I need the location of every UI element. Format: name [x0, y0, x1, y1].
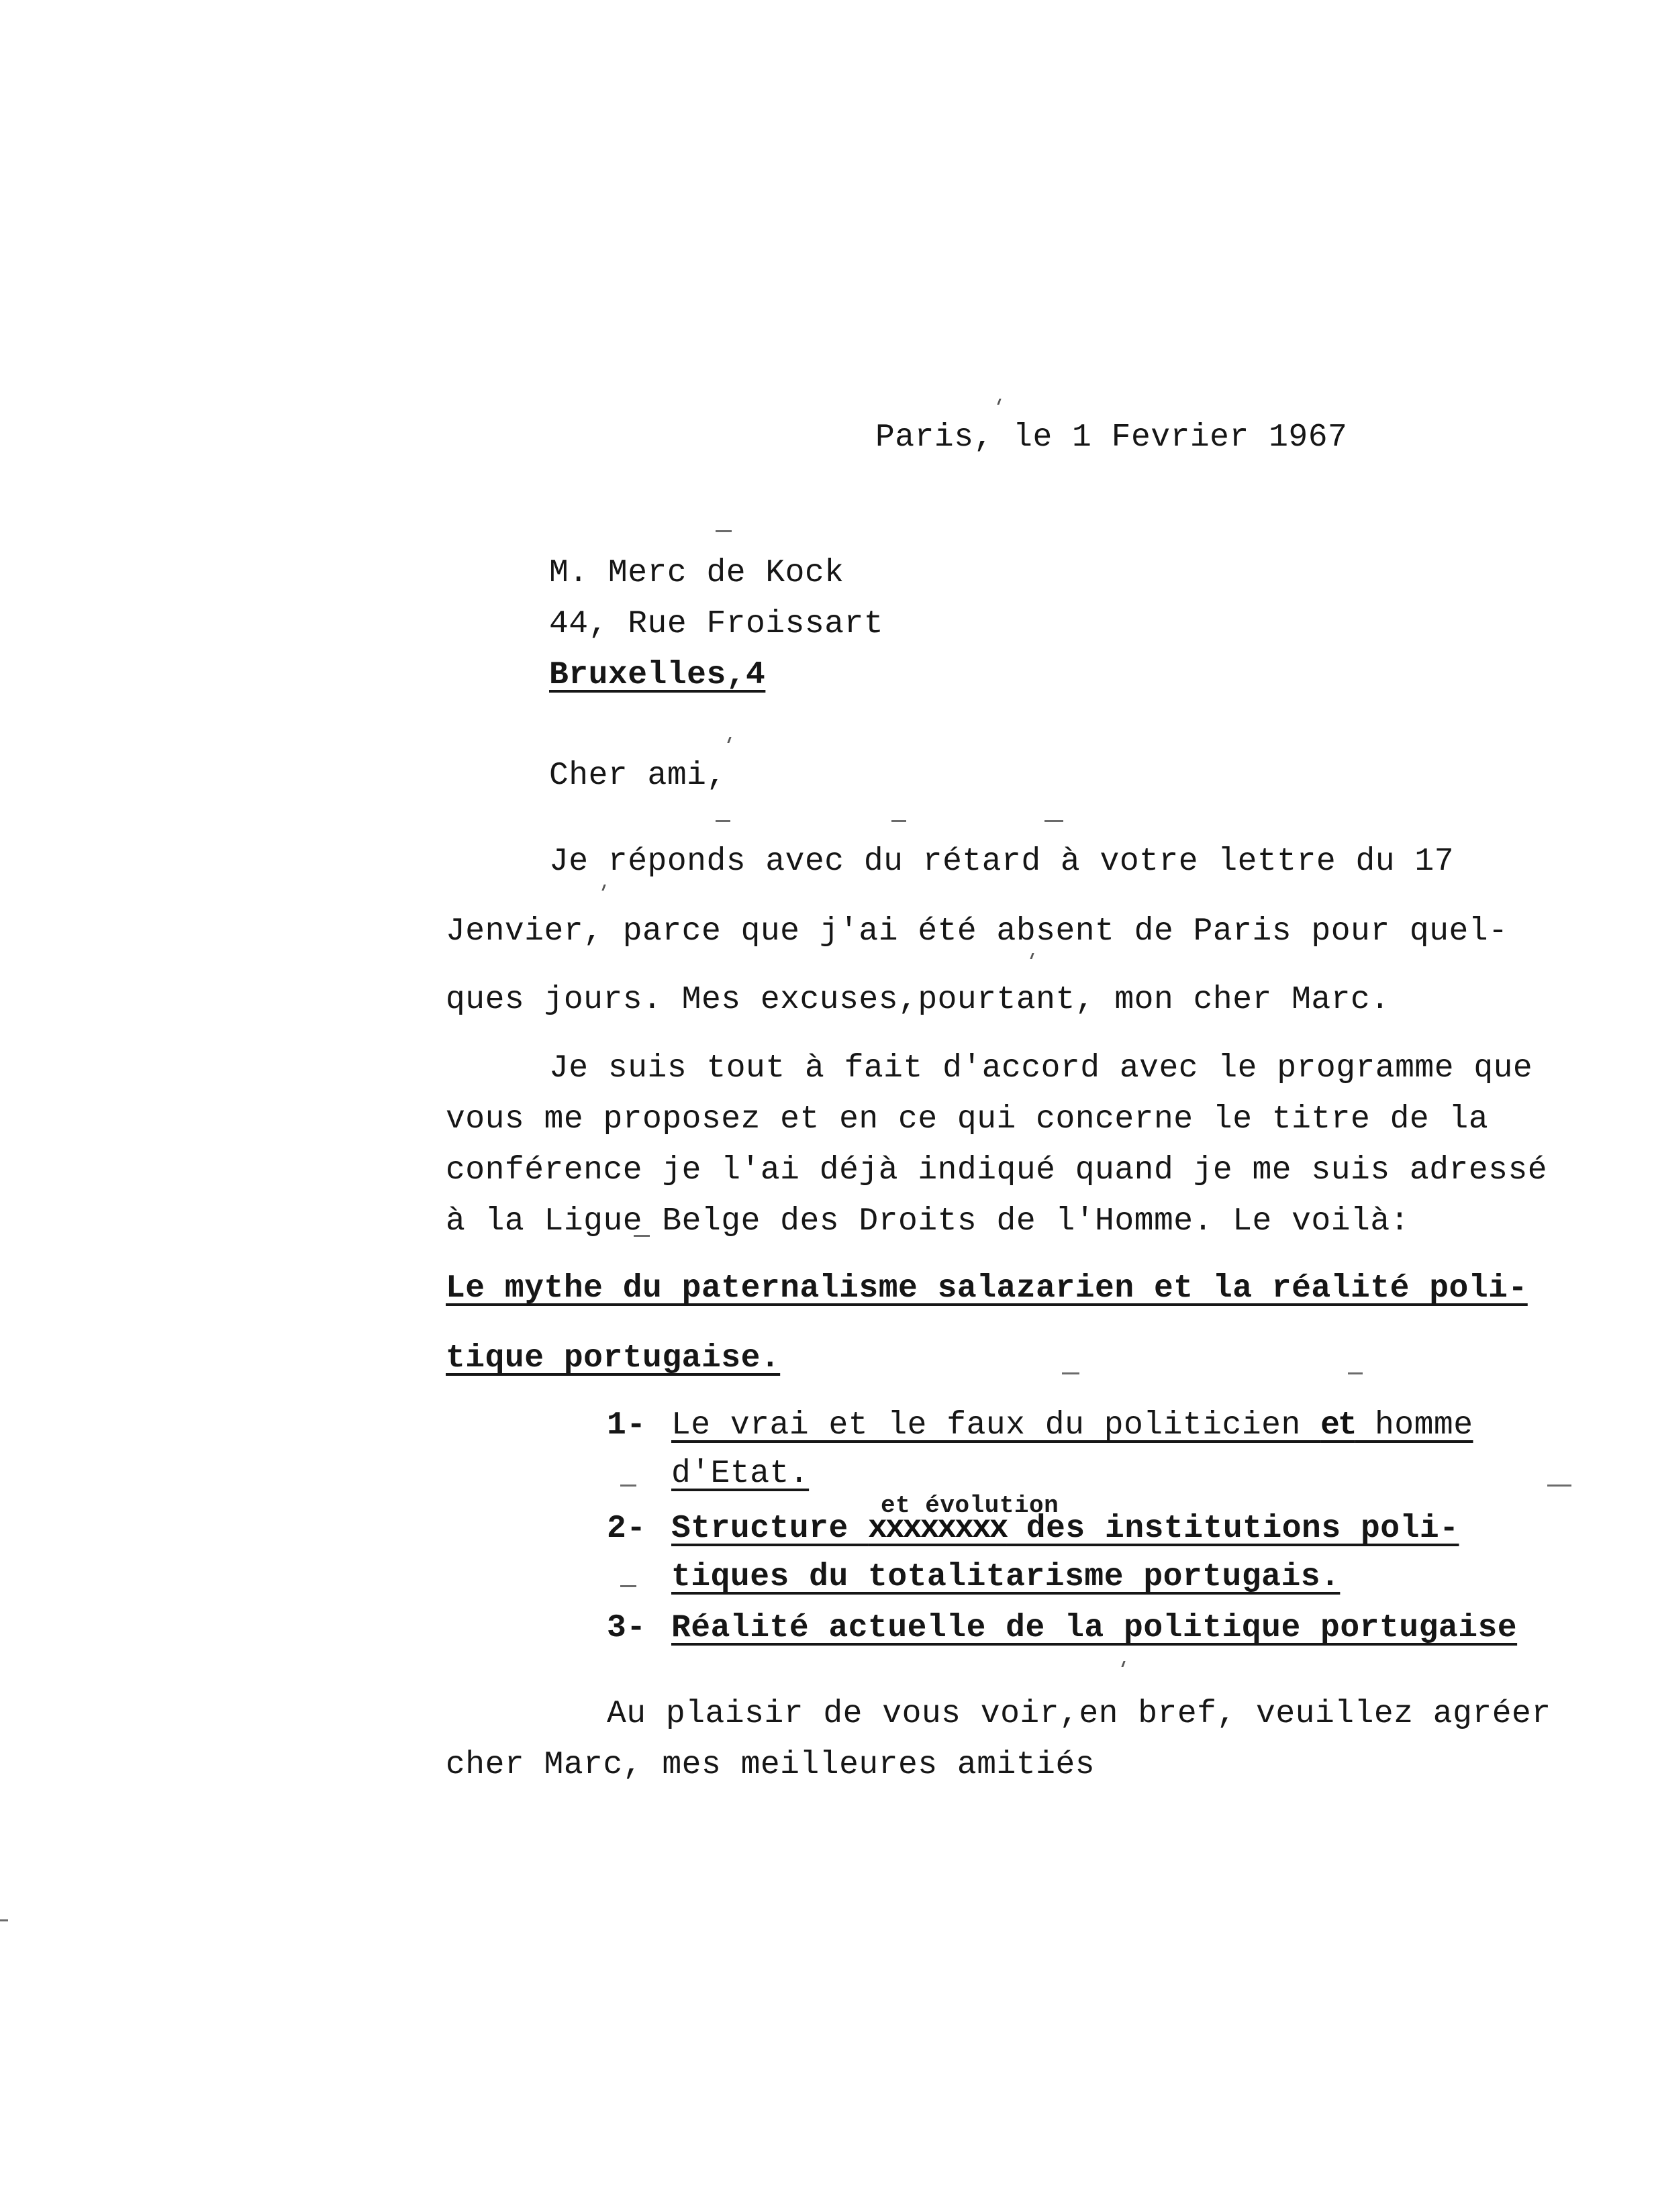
typed-insertion: et évolution — [881, 1492, 1059, 1519]
conference-title-line: Le mythe du paternalisme salazarien et la réalité poli- — [446, 1270, 1528, 1307]
ink-mark — [716, 820, 730, 822]
conference-title-line: tique portugaise. — [446, 1340, 781, 1376]
outline-item-1-number: 1- — [607, 1407, 646, 1444]
recipient-city: Bruxelles,4 — [549, 657, 766, 693]
recipient-street: 44, Rue Froissart — [549, 606, 884, 642]
outline-item-2-line: tiques du totalitarisme portugais. — [671, 1559, 1341, 1595]
paragraph-2-line: Je suis tout à fait d'accord avec le programme que — [549, 1050, 1533, 1087]
ink-mark — [891, 820, 906, 822]
outline-item-3-number: 3- — [607, 1610, 646, 1646]
paragraph-2-line: à la Ligue Belge des Droits de l'Homme. Le voilà: — [446, 1203, 1410, 1240]
ink-mark — [620, 1485, 636, 1487]
ink-mark — [716, 530, 732, 532]
outline-item-1-line: d'Etat. — [671, 1456, 810, 1492]
ink-mark — [997, 399, 1001, 405]
ink-mark — [1348, 1372, 1363, 1374]
struck-word: et — [1320, 1407, 1355, 1444]
ink-mark — [1030, 953, 1034, 959]
outline-item-3-line: Réalité actuelle de la politique portugaise — [671, 1610, 1518, 1646]
ink-mark — [620, 1585, 636, 1587]
closing-line: Au plaisir de vous voir,en bref, veuillez agréer — [607, 1696, 1551, 1732]
ink-mark — [601, 885, 605, 891]
struck-word: xxxxxxxx — [868, 1511, 1007, 1547]
outline-item-1-line: Le vrai et le faux du politicien et homme — [671, 1407, 1473, 1444]
paragraph-1-line: Jenvier, parce que j'ai été absent de Paris pour quel- — [446, 913, 1508, 950]
salutation: Cher ami, — [549, 758, 726, 794]
paragraph-2-line: conférence je l'ai déjà indiqué quand je me suis adressé — [446, 1152, 1548, 1189]
recipient-name: M. Merc de Kock — [549, 555, 844, 591]
closing-line: cher Marc, mes meilleures amitiés — [446, 1747, 1096, 1783]
ink-mark — [1044, 820, 1063, 822]
paragraph-1-line: Je réponds avec du rétard à votre lettre du 17 — [549, 844, 1455, 880]
outline-item-2-line: Structure xxxxxxxx des institutions poli- — [671, 1511, 1459, 1547]
ink-mark — [1547, 1485, 1571, 1487]
paragraph-1-line: ques jours. Mes excuses,pourtant, mon cher Marc. — [446, 982, 1390, 1018]
ink-mark — [0, 1919, 8, 1921]
outline-item-2-number: 2- — [607, 1511, 646, 1547]
ink-mark — [727, 737, 731, 743]
paragraph-2-line: vous me proposez et en ce qui concerne le titre de la — [446, 1101, 1489, 1138]
ink-mark — [1062, 1372, 1079, 1374]
dateline: Paris, le 1 Fevrier 1967 — [875, 419, 1348, 456]
ink-mark — [1121, 1661, 1125, 1667]
